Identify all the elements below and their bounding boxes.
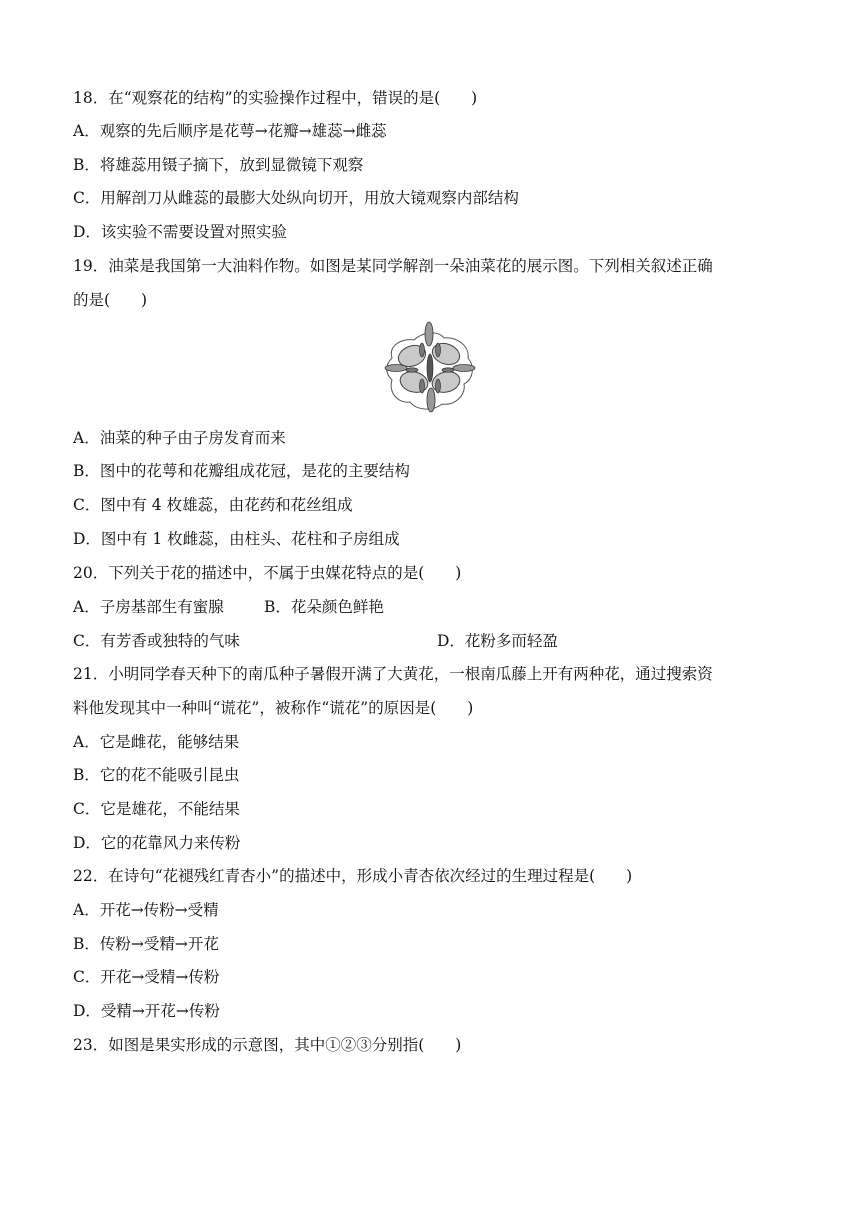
question-19-option-b: B．图中的花萼和花瓣组成花冠，是花的主要结构 bbox=[73, 462, 410, 480]
question-18-option-d: D．该实验不需要设置对照实验 bbox=[73, 223, 287, 241]
sepal-top bbox=[425, 322, 433, 346]
sepal-left bbox=[385, 365, 407, 372]
question-22-option-b: B．传粉→受精→开花 bbox=[73, 935, 219, 953]
question-22-option-c: C．开花→受精→传粉 bbox=[73, 968, 220, 986]
question-19-option-a: A．油菜的种子由子房发育而来 bbox=[73, 429, 286, 447]
sepal-right bbox=[453, 365, 475, 372]
question-20-option-c: C．有芳香或独特的气味 bbox=[73, 632, 240, 650]
dissected-flower-figure bbox=[382, 318, 478, 416]
stamen-4 bbox=[436, 379, 441, 393]
sepal-bottom bbox=[427, 388, 435, 412]
question-19-option-d: D．图中有 1 枚雌蕊，由柱头、花柱和子房组成 bbox=[73, 530, 400, 548]
stamen-3 bbox=[420, 379, 425, 393]
question-20-option-d: D．花粉多而轻盈 bbox=[437, 632, 558, 650]
stamen-1 bbox=[420, 343, 425, 357]
question-20-option-a: A．子房基部生有蜜腺 bbox=[73, 598, 224, 616]
question-21-stem-line2: 料他发现其中一种叫“谎花”，被称作“谎花”的原因是( ) bbox=[73, 699, 474, 717]
question-21-option-c: C．它是雄花，不能结果 bbox=[73, 800, 240, 818]
question-22-option-a: A．开花→传粉→受精 bbox=[73, 901, 219, 919]
question-20-stem: 20．下列关于花的描述中，不属于虫媒花特点的是( ) bbox=[73, 564, 462, 582]
question-21-option-a: A．它是雌花，能够结果 bbox=[73, 733, 240, 751]
pistil bbox=[427, 354, 433, 382]
question-19-stem-line2: 的是( ) bbox=[73, 291, 148, 309]
question-18-stem: 18．在“观察花的结构”的实验操作过程中，错误的是( ) bbox=[73, 89, 478, 107]
stamen-2 bbox=[436, 343, 441, 357]
question-21-stem-line1: 21．小明同学春天种下的南瓜种子暑假开满了大黄花，一根南瓜藤上开有两种花，通过搜索资 bbox=[73, 665, 713, 683]
question-23-stem: 23．如图是果实形成的示意图，其中①②③分别指( ) bbox=[73, 1036, 462, 1054]
stamen-5 bbox=[406, 368, 418, 372]
question-18-option-a: A．观察的先后顺序是花萼→花瓣→雄蕊→雌蕊 bbox=[73, 122, 387, 140]
question-21-option-d: D．它的花靠风力来传粉 bbox=[73, 834, 241, 852]
question-19-option-c: C．图中有 4 枚雄蕊，由花药和花丝组成 bbox=[73, 496, 353, 514]
question-22-stem: 22．在诗句“花褪残红青杏小”的描述中，形成小青杏依次经过的生理过程是( ) bbox=[73, 867, 633, 885]
stamen-6 bbox=[442, 368, 454, 372]
question-21-option-b: B．它的花不能吸引昆虫 bbox=[73, 766, 240, 784]
question-22-option-d: D．受精→开花→传粉 bbox=[73, 1002, 220, 1020]
question-20-option-b: B．花朵颜色鲜艳 bbox=[264, 598, 384, 616]
question-19-stem-line1: 19．油菜是我国第一大油料作物。如图是某同学解剖一朵油菜花的展示图。下列相关叙述正确 bbox=[73, 257, 713, 275]
question-18-option-c: C．用解剖刀从雌蕊的最膨大处纵向切开，用放大镜观察内部结构 bbox=[73, 189, 519, 207]
question-18-option-b: B．将雄蕊用镊子摘下，放到显微镜下观察 bbox=[73, 156, 364, 174]
